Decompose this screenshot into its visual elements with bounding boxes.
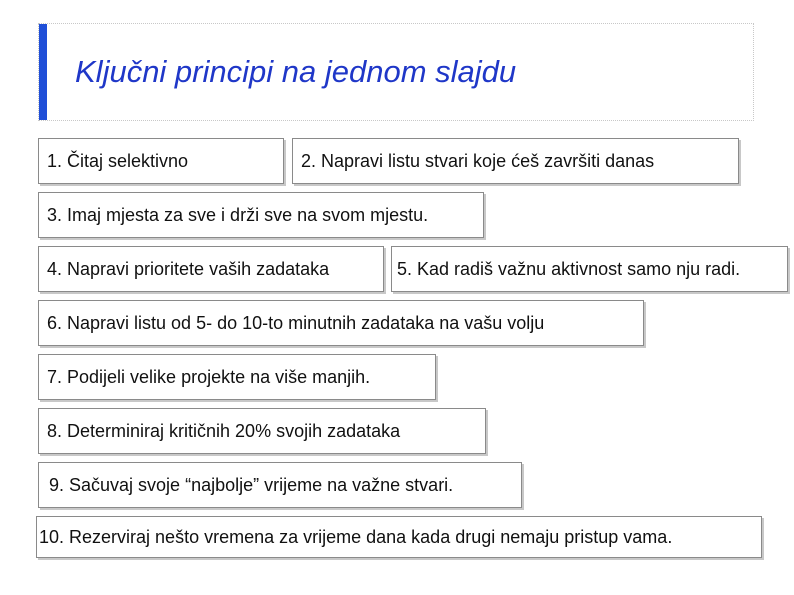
principle-text-3: 3. Imaj mjesta za sve i drži sve na svom mjestu.: [47, 204, 429, 225]
principle-text-9: 9. Sačuvaj svoje “najbolje” vrijeme na važne stvari.: [49, 474, 454, 495]
principle-text-1: 1. Čitaj selektivno: [47, 150, 189, 171]
principle-text-4: 4. Napravi prioritete vaših zadataka: [47, 258, 330, 279]
slide-title-box: [38, 23, 754, 121]
slide-title: Ključni principi na jednom slajdu: [75, 54, 517, 89]
principle-text-6: 6. Napravi listu od 5- do 10-to minutnih zadataka na vašu volju: [47, 312, 545, 333]
principle-item-6: [38, 300, 644, 346]
principle-item-2: [292, 138, 739, 184]
principle-text-8: 8. Determiniraj kritičnih 20% svojih zadataka: [47, 420, 401, 441]
principle-item-4: [38, 246, 384, 292]
principle-item-5: [391, 246, 788, 292]
principle-text-7: 7. Podijeli velike projekte na više manjih.: [47, 366, 371, 387]
principle-text-5: 5. Kad radiš važnu aktivnost samo nju radi.: [397, 258, 741, 279]
principle-item-9: [38, 462, 522, 508]
principle-text-2: 2. Napravi listu stvari koje ćeš završiti danas: [301, 150, 655, 171]
principle-item-3: [38, 192, 484, 238]
principle-item-8: [38, 408, 486, 454]
title-accent-bar: [39, 24, 47, 120]
principle-item-10: [36, 516, 762, 558]
principle-item-1: [38, 138, 284, 184]
principle-item-7: [38, 354, 436, 400]
principle-text-10: 10. Rezerviraj nešto vremena za vrijeme dana kada drugi nemaju pristup vama.: [39, 526, 673, 547]
